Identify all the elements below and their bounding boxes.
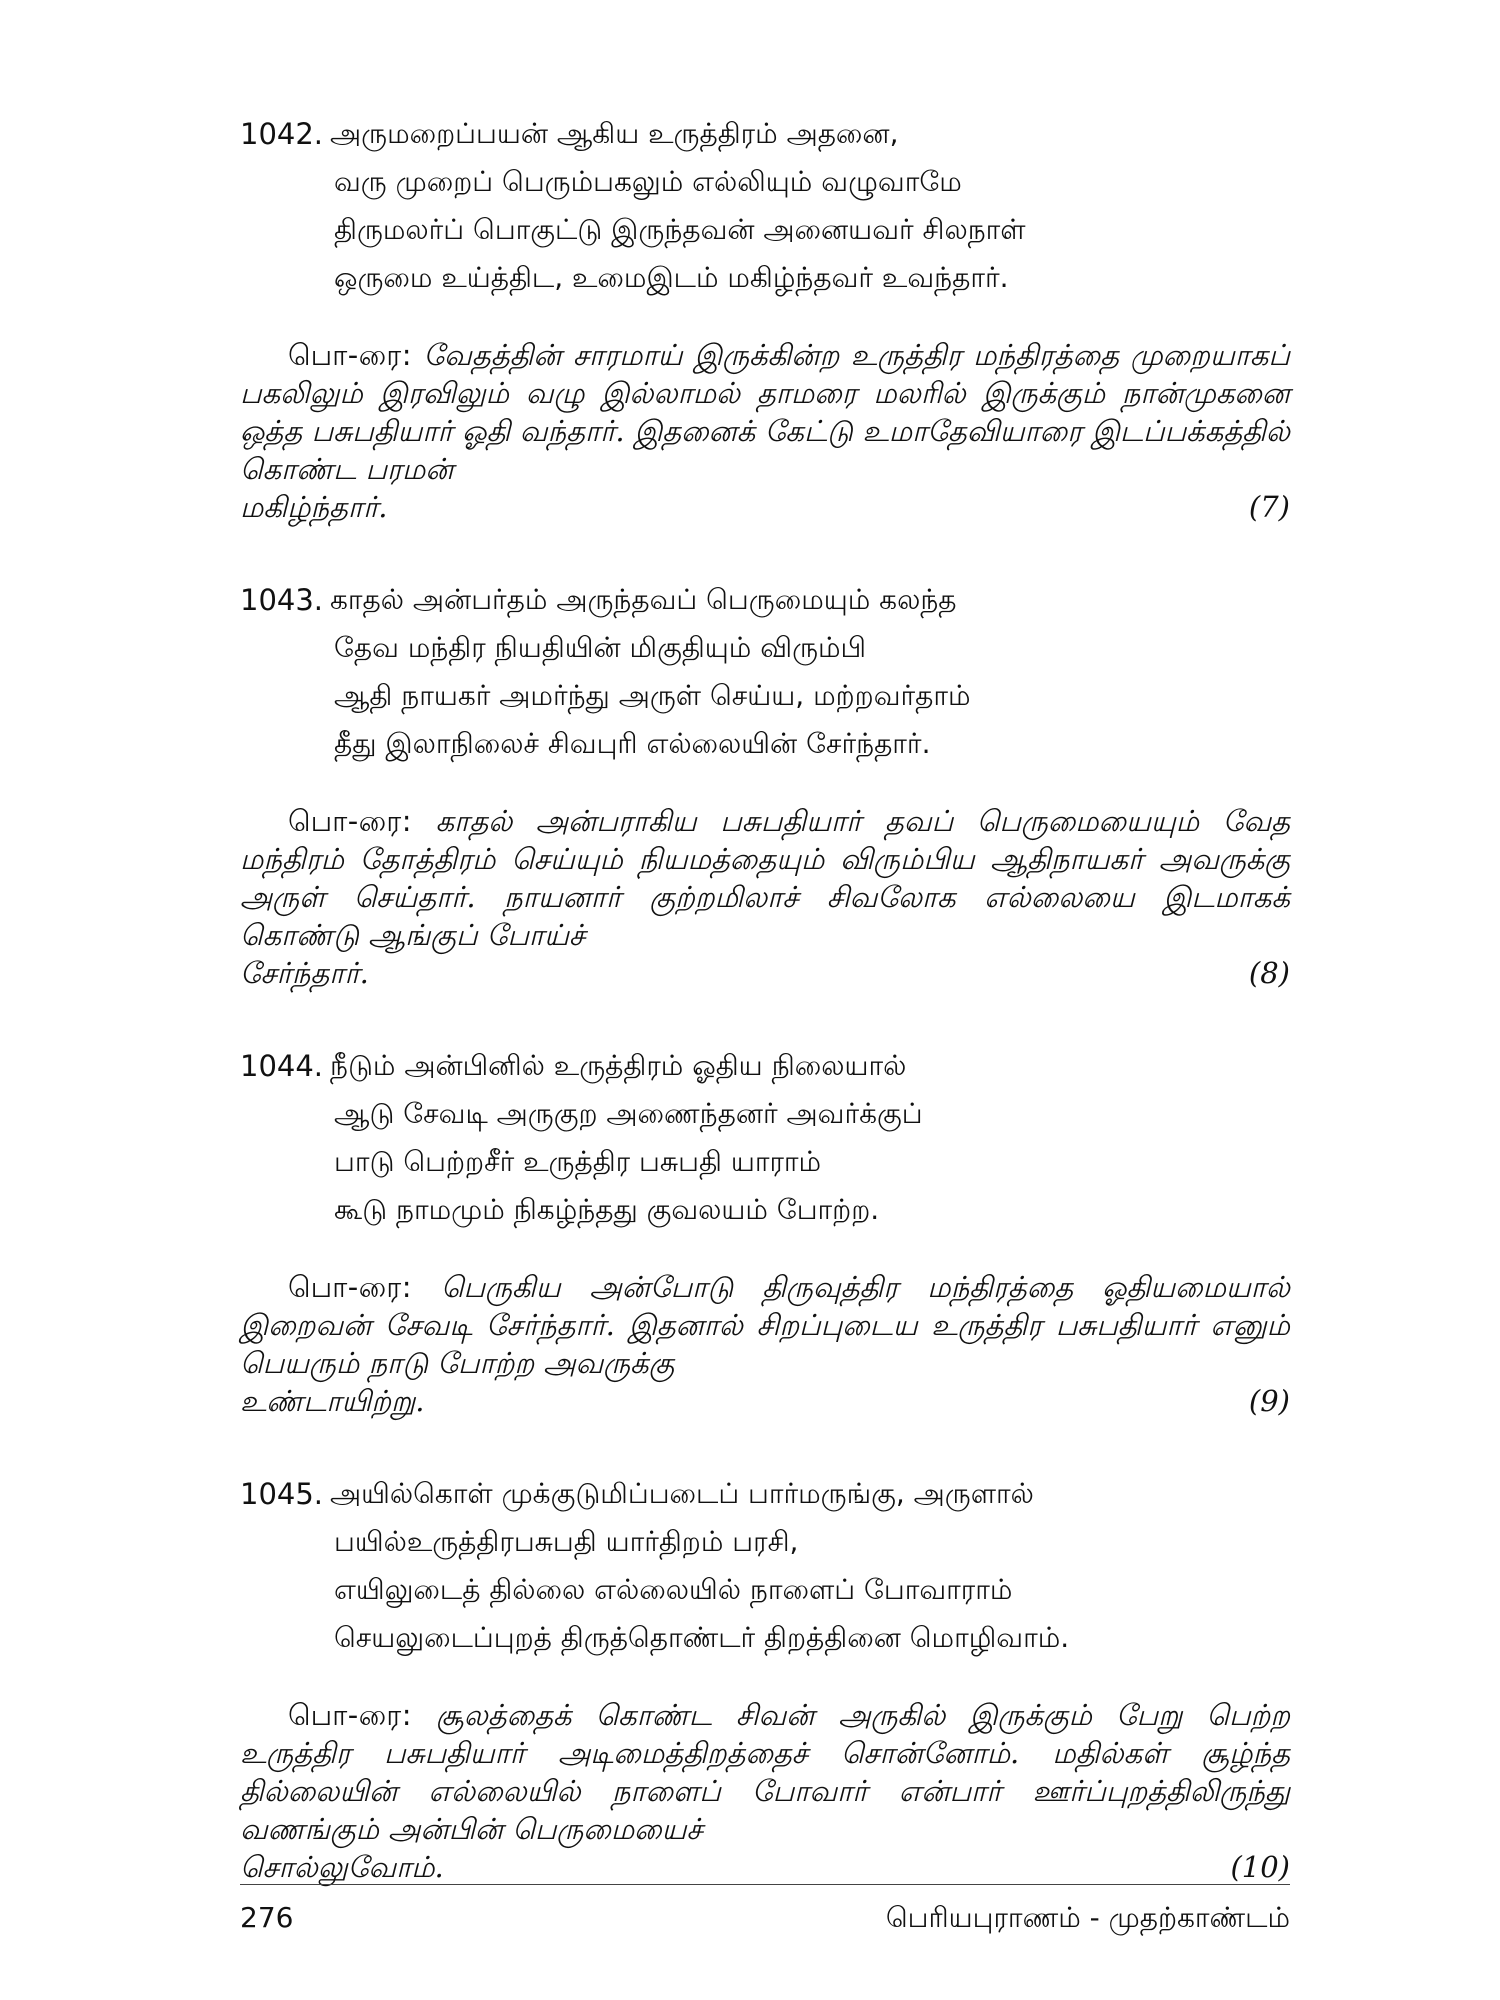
commentary-text: பெருகிய அன்போடு திருவுத்திர மந்திரத்தை ஓதியமையால் இறைவன் சேவடி சேர்ந்தார். இதனால் சிறப்புடைய உருத்திர பசுபதியார் எனும் பெயரும் நாடு போற்ற அவருக்கு <box>240 1270 1290 1380</box>
commentary-last-line: சேர்ந்தார். <box>240 956 369 990</box>
page-content <box>240 110 1290 1936</box>
commentary-text: வேதத்தின் சாரமாய் இருக்கின்ற உருத்திர மந்திரத்தை முறையாகப் பகலிலும் இரவிலும் வழு இல்லாமல் தாமரை மலரில் இருக்கும் நான்முகனை ஒத்த பசுபதியார் ஓதி வந்தார். இதனைக் கேட்டு உமாதேவியாரை இடப்பக்கத்தில் கொண்ட பரமன் <box>240 338 1290 486</box>
commentary-end <box>240 1382 1290 1420</box>
commentary-end <box>240 1848 1290 1886</box>
page-number: 276 <box>240 1901 294 1934</box>
commentary-end <box>240 488 1290 526</box>
verse-line: வரு முறைப் பெரும்பகலும் எல்லியும் வழுவாமே <box>334 165 962 198</box>
commentary-text: காதல் அன்பராகிய பசுபதியார் தவப் பெருமையையும் வேத மந்திரம் தோத்திரம் செய்யும் நியமத்தையும் விரும்பிய ஆதிநாயகர் அவருக்கு அருள் செய்தார். நாயனார் குற்றமிலாச் சிவலோக எல்லையை இடமாகக் கொண்டு ஆங்குப் போய்ச் <box>240 804 1290 952</box>
verse-line: தேவ மந்திர நியதியின் மிகுதியும் விரும்பி <box>334 631 867 664</box>
book-title: பெரியபுராணம் - முதற்காண்டம் <box>885 1901 1290 1934</box>
commentary-last-line: சொல்லுவோம். <box>240 1850 444 1884</box>
commentary-1042 <box>240 336 1290 526</box>
verse-number: 1043. <box>240 583 324 617</box>
commentary-1043 <box>240 802 1290 992</box>
page-footer <box>240 1898 1290 1938</box>
commentary-1045 <box>240 1696 1290 1886</box>
commentary-number: (10) <box>1230 1850 1290 1884</box>
footer-divider <box>240 1884 1290 1885</box>
commentary-number: (8) <box>1248 956 1290 990</box>
verse-lines <box>330 110 1290 302</box>
verse-line: அருமறைப்பயன் ஆகிய உருத்திரம் அதனை, <box>330 117 899 150</box>
verse-line: கூடு நாமமும் நிகழ்ந்தது குவலயம் போற்ற. <box>334 1193 880 1226</box>
verse-lines <box>330 576 1290 768</box>
verse-number: 1045. <box>240 1477 324 1511</box>
verse-1043 <box>240 576 1290 768</box>
verse-1045 <box>240 1470 1290 1662</box>
commentary-last-line: உண்டாயிற்று. <box>240 1384 425 1418</box>
verse-line: காதல் அன்பர்தம் அருந்தவப் பெருமையும் கலந்த <box>330 583 957 616</box>
commentary-label: பொ-ரை: <box>288 1270 412 1304</box>
verse-1044 <box>240 1042 1290 1234</box>
commentary-last-line: மகிழ்ந்தார். <box>240 490 388 524</box>
verse-line: ஒருமை உய்த்திட, உமைஇடம் மகிழ்ந்தவர் உவந்தார். <box>334 261 1009 294</box>
commentary-number: (9) <box>1248 1384 1290 1418</box>
verse-lines <box>330 1470 1290 1662</box>
commentary-end <box>240 954 1290 992</box>
commentary-number: (7) <box>1248 490 1290 524</box>
verse-line: நீடும் அன்பினில் உருத்திரம் ஓதிய நிலையால் <box>330 1049 907 1082</box>
verse-line: அயில்கொள் முக்குடுமிப்படைப் பார்மருங்கு, அருளால் <box>330 1477 1034 1510</box>
verse-number: 1044. <box>240 1049 324 1083</box>
verse-line: ஆடு சேவடி அருகுற அணைந்தனர் அவர்க்குப் <box>334 1097 923 1130</box>
verse-number: 1042. <box>240 117 324 151</box>
verse-line: பாடு பெற்றசீர் உருத்திர பசுபதி யாராம் <box>334 1145 822 1178</box>
verse-line: ஆதி நாயகர் அமர்ந்து அருள் செய்ய, மற்றவர்தாம் <box>334 679 971 712</box>
commentary-label: பொ-ரை: <box>288 804 412 838</box>
verse-1042 <box>240 110 1290 302</box>
commentary-label: பொ-ரை: <box>288 1698 412 1732</box>
verse-line: எயிலுடைத் தில்லை எல்லையில் நாளைப் போவாராம் <box>334 1573 1013 1606</box>
verse-line: பயில்உருத்திரபசுபதி யார்திறம் பரசி, <box>334 1525 799 1558</box>
verse-line: தீது இலாநிலைச் சிவபுரி எல்லையின் சேர்ந்தார். <box>334 727 931 760</box>
verse-line: திருமலர்ப் பொகுட்டு இருந்தவன் அனையவர் சிலநாள் <box>334 213 1026 246</box>
commentary-label: பொ-ரை: <box>288 338 412 372</box>
verse-line: செயலுடைப்புறத் திருத்தொண்டர் திறத்தினை மொழிவாம். <box>334 1621 1070 1654</box>
verse-lines <box>330 1042 1290 1234</box>
commentary-text: சூலத்தைக் கொண்ட சிவன் அருகில் இருக்கும் பேறு பெற்ற உருத்திர பசுபதியார் அடிமைத்திறத்தைச் சொன்னோம். மதில்கள் சூழ்ந்த தில்லையின் எல்லையில் நாளைப் போவார் என்பார் ஊர்ப்புறத்திலிருந்து வணங்கும் அன்பின் பெருமையைச் <box>240 1698 1290 1846</box>
commentary-1044 <box>240 1268 1290 1420</box>
